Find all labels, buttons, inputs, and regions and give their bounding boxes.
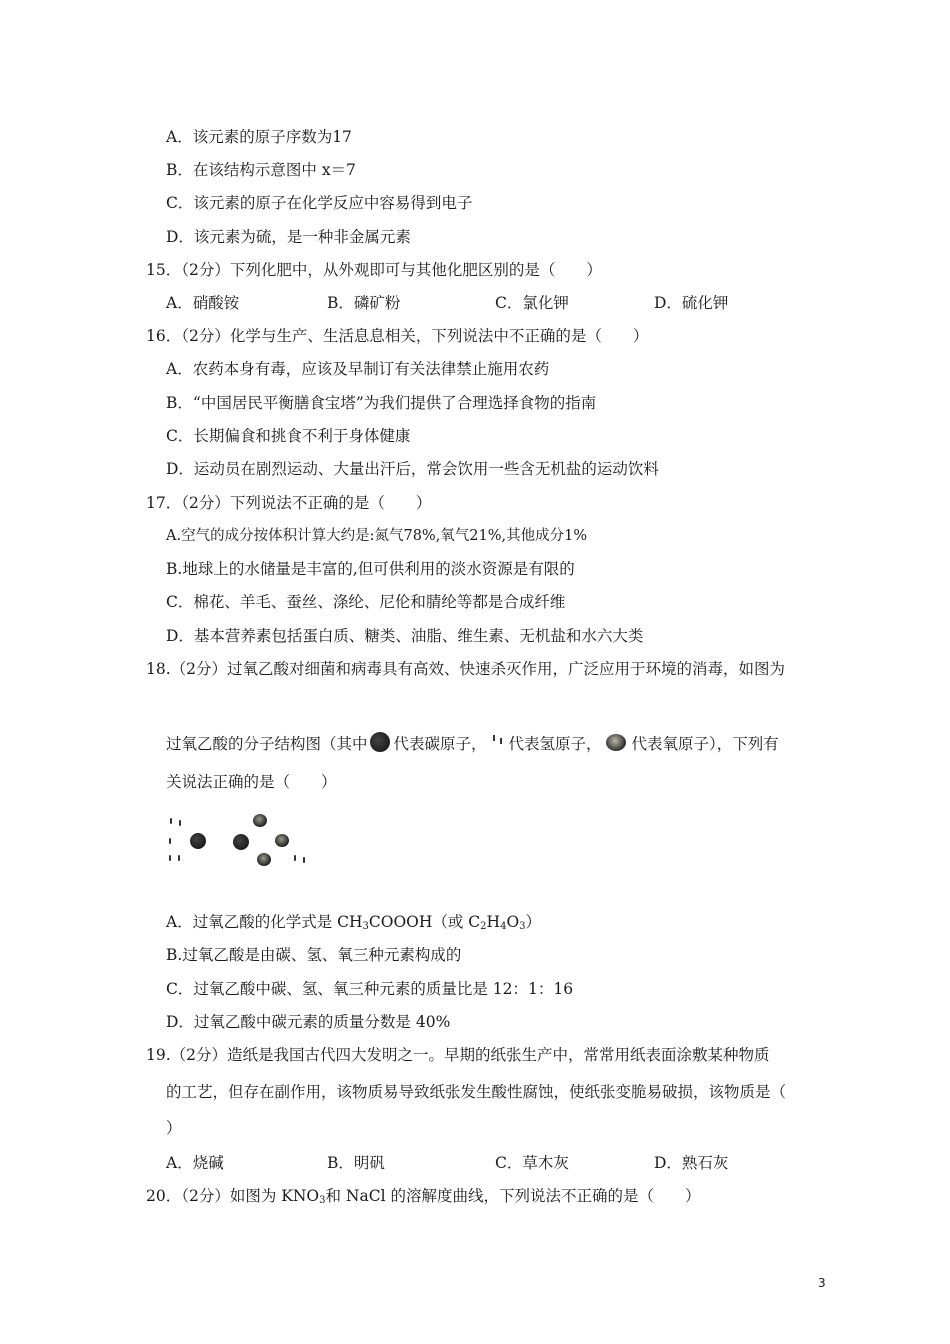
hydrogen-atom-icon [294,855,296,861]
q18-option-b: B.过氧乙酸是由碳、氢、氧三种元素构成的 [166,946,462,964]
q14-option-c: C．该元素的原子在化学反应中容易得到电子 [166,194,473,212]
q18-legend-o: 代表氧原子），下列有 [631,735,779,753]
hydrogen-atom-icon [179,820,181,826]
oxygen-atom-icon [275,834,289,847]
q19-stem-line1: 19.（2分）造纸是我国古代四大发明之一。早期的纸张生产中，常常用纸表面涂敷某种物质 [146,1046,770,1064]
hydrogen-atom-icon [303,857,305,863]
q16-stem: 16．（2分）化学与生产、生活息息相关，下列说法中不正确的是（ ） [146,327,649,345]
oxygen-atom-icon [606,734,626,751]
q14-option-a: A．该元素的原子序数为17 [166,128,352,146]
q16-option-a: A．农药本身有毒，应该及早制订有关法律禁止施用农药 [166,360,550,378]
q20-stem-text: 20．（2分）如图为 KNO [146,1187,320,1205]
carbon-atom-icon [190,833,206,849]
q15-option-b: B．磷矿粉 [327,294,401,312]
hydrogen-atom-icon [169,855,171,861]
q18-option-a-text: COOOH（或 C [368,913,481,931]
q17-option-d: D．基本营养素包括蛋白质、糖类、油脂、维生素、无机盐和水六大类 [166,627,644,645]
q18-option-a [166,912,541,932]
q15-options [0,293,950,313]
q15-stem: 15．（2分）下列化肥中，从外观即可与其他化肥区别的是（ ） [146,261,602,279]
q17-option-b: B.地球上的水储量是丰富的,但可供利用的淡水资源是有限的 [166,560,575,578]
q18-option-a-text: A．过氧乙酸的化学式是 CH [166,913,363,931]
subscript: 3 [519,921,526,932]
hydrogen-atom-icon [491,735,505,747]
q19-options [0,1153,950,1173]
hydrogen-atom-icon [170,818,172,824]
q18-stem-end: 关说法正确的是（ ） [166,773,337,791]
q15-option-c: C．氯化钾 [495,294,569,312]
hydrogen-atom-icon [169,838,171,844]
q19-option-d: D．熟石灰 [654,1154,729,1172]
q18-stem: 18.（2分）过氧乙酸对细菌和病毒具有高效、快速杀灭作用，广泛应用于环境的消毒，如图为 [146,660,786,678]
q19-option-b: B．明矾 [327,1154,385,1172]
subscript: 4 [500,921,507,932]
q18-legend-c: 代表碳原子， [393,735,487,753]
q19-stem-line2: 的工艺，但存在副作用，该物质易导致纸张发生酸性腐蚀，使纸张变脆易破损，该物质是（ [166,1083,787,1101]
q18-legend-prefix: 过氧乙酸的分子结构图（其中 [166,735,368,753]
q18-option-a-text: O [506,913,520,931]
page-number: 3 [818,1276,826,1290]
q20-stem-text: 和 NaCl 的溶解度曲线，下列说法不正确的是（ ） [325,1187,701,1205]
subscript: 3 [319,1195,326,1206]
subscript: 3 [362,921,369,932]
q19-option-a: A．烧碱 [166,1154,224,1172]
q17-option-c: C．棉花、羊毛、蚕丝、涤纶、尼伦和腈纶等都是合成纤维 [166,593,566,611]
q16-option-d: D．运动员在剧烈运动、大量出汗后，常会饮用一些含无机盐的运动饮料 [166,460,659,478]
carbon-atom-icon [370,732,390,752]
q18-legend-h: 代表氢原子， [508,735,602,753]
oxygen-atom-icon [257,853,271,866]
q18-option-a-text: H [486,913,501,931]
q15-option-a: A．硝酸铵 [166,294,240,312]
q16-option-c: C．长期偏食和挑食不利于身体健康 [166,427,411,445]
oxygen-atom-icon [253,814,267,827]
q16-option-b: B．“中国居民平衡膳食宝塔”为我们提供了合理选择食物的指南 [166,394,597,412]
q19-option-c: C．草木灰 [495,1154,569,1172]
peracetic-acid-molecule-diagram [166,812,316,870]
q19-stem-line3: ） [166,1119,182,1137]
q17-stem: 17．（2分）下列说法不正确的是（ ） [146,494,432,512]
q18-option-c: C．过氧乙酸中碳、氢、氧三种元素的质量比是 12：1：16 [166,980,574,998]
q20-stem [146,1186,700,1206]
q18-legend [166,732,779,754]
q17-option-a: A.空气的成分按体积计算大约是:氮气78%,氧气21%,其他成分1% [166,528,588,544]
carbon-atom-icon [233,834,249,850]
hydrogen-atom-icon [178,855,180,861]
q14-option-d: D．该元素为硫，是一种非金属元素 [166,228,411,246]
q18-option-a-text: ） [525,913,542,931]
q15-option-d: D．硫化钾 [654,294,729,312]
q18-option-d: D．过氧乙酸中碳元素的质量分数是 40% [166,1013,451,1031]
q14-option-b: B．在该结构示意图中 x＝7 [166,161,356,179]
subscript: 2 [480,921,487,932]
